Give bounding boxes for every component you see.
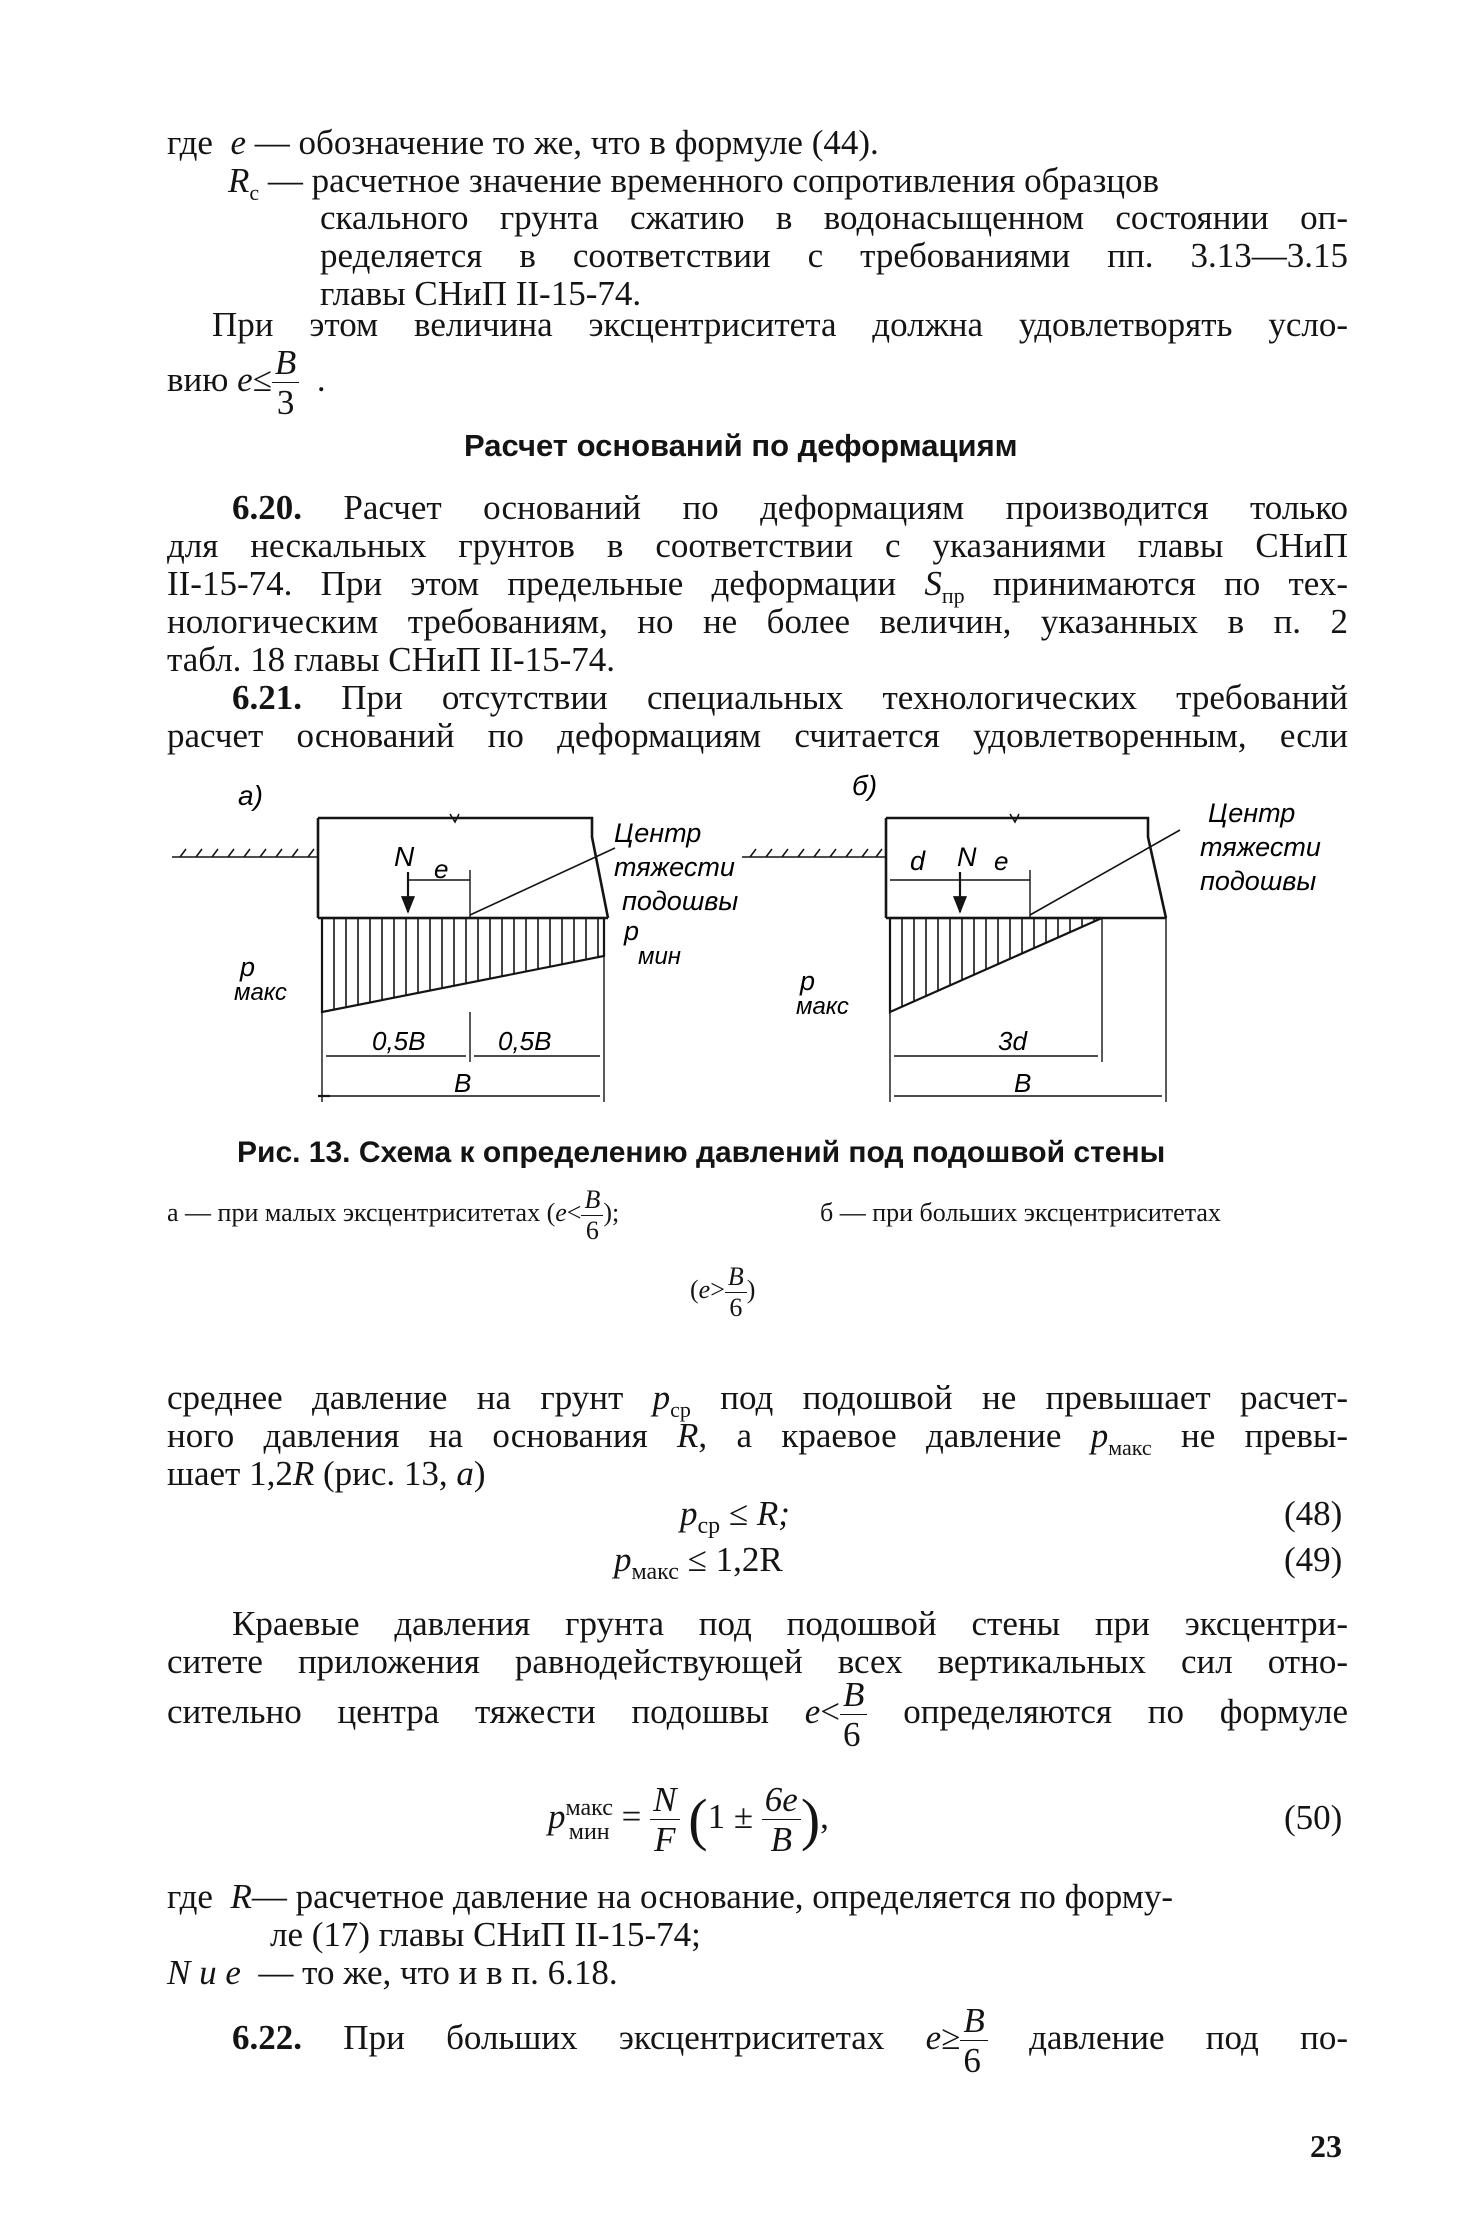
panel-b-3d: 3d xyxy=(998,1026,1027,1056)
panel-a-e: e xyxy=(434,854,449,884)
figure-13 xyxy=(0,760,1468,1130)
panel-a-wall xyxy=(318,814,608,918)
panel-a-half2: 0,5B xyxy=(498,1026,552,1056)
p621-line2: расчет оснований по деформациям считается удовлетворенным, если xyxy=(167,716,1348,755)
equation-48-number: (48) xyxy=(1284,1494,1343,1533)
after-fig-line1: среднее давление на грунт $p_{ср}$ под подошвой не превышает расчет- xyxy=(167,1378,1349,1422)
equation-50: p макс мин = $\frac{N}{F}$ (1 ± $\frac{6e}{B}$ ), xyxy=(548,1780,829,1860)
edge-line1: Краевые давления грунта под подошвой стены при эксцентри- xyxy=(232,1604,1348,1643)
panel-a-half1: 0,5B xyxy=(372,1026,426,1056)
p621-line1: 6.21. При отсутствии специальных технологических требований xyxy=(232,678,1348,717)
panel-a-B: B xyxy=(454,1068,472,1098)
fraction-b-6-b: $\frac{B}{6}$ xyxy=(725,1264,747,1321)
panel-b-pmax-sub: макс xyxy=(796,993,849,1020)
panel-a-pmin: p xyxy=(624,916,640,946)
fraction-b-6-c: $\frac{B}{6}$ xyxy=(840,1677,867,1752)
p622-line: 6.22. При больших эксцентриситетах e≥ $\frac{B}{6}$ давление под по- xyxy=(232,2001,1349,2081)
panel-b-pressure-diagram xyxy=(890,918,1102,1012)
panel-b-ground-hatch xyxy=(742,849,886,857)
panel-b-d: d xyxy=(910,846,926,876)
ecc-condition-line1: При этом величина эксцентриситета должна удовлетворять усло- xyxy=(212,305,1348,344)
ecc-condition-line2: вию e≤ $\frac{B}{3}$ . xyxy=(167,343,326,423)
panel-b-wall xyxy=(886,814,1166,918)
panel-b-B: B xyxy=(1014,1068,1032,1098)
after-fig-line2: ного давления на основания R, а краевое давление $p_{макс}$ не превы- xyxy=(167,1416,1349,1460)
edge-line2: ситете приложения равнодействующей всех вертикальных сил отно- xyxy=(167,1642,1348,1681)
panel-a-label: а) xyxy=(238,780,263,811)
panel-b-center-l2: тяжести xyxy=(1200,832,1321,862)
panel-b-e: e xyxy=(994,846,1009,876)
panel-a-pmax: p xyxy=(240,952,256,982)
p620-line2: для нескальных грунтов в соответствии с указаниями главы СНиП xyxy=(167,526,1348,565)
equation-48: $p_{ср} \le R$; xyxy=(680,1494,790,1539)
p620-line3: II-15-74. При этом предельные деформации $S_{пр}$ принимаются по тех- xyxy=(167,564,1349,608)
fraction-b-6-d: $\frac{B}{6}$ xyxy=(960,2003,987,2078)
caption-a: а — при малых эксцентриситетах (e< $\frac{B}{6}$ ); xyxy=(167,1184,620,1245)
p620-line5: табл. 18 главы СНиП II-15-74. xyxy=(167,640,616,679)
edge-line3: сительно центра тяжести подошвы e< $\frac{B}{6}$ определяются по формуле xyxy=(167,1675,1349,1755)
def-rc-line4: главы СНиП II-15-74. xyxy=(320,274,642,313)
panel-a-center-l2: тяжести xyxy=(614,852,735,882)
caption-b-condition: (e> $\frac{B}{6}$ ) xyxy=(690,1261,756,1322)
fraction-b-6: $\frac{B}{6}$ xyxy=(581,1187,603,1244)
def-ne-line: N и e — то же, что и в п. 6.18. xyxy=(167,1953,618,1992)
equation-50-number: (50) xyxy=(1284,1798,1343,1837)
p620-line4: нологическим требованиям, но не более величин, указанных в п. 2 xyxy=(167,602,1348,641)
panel-b-center-l1: Центр xyxy=(1208,798,1296,828)
p620-line1: 6.20. Расчет оснований по деформациям производится только xyxy=(232,488,1348,527)
panel-b-label: б) xyxy=(852,770,878,801)
caption-b: б — при больших эксцентриситетах xyxy=(820,1198,1221,1227)
panel-b-center-l3: подошвы xyxy=(1200,866,1317,896)
def-rc-line2: скального грунта сжатию в водонасыщенном состоянии оп- xyxy=(320,198,1348,237)
panel-a-pmax-sub: макс xyxy=(234,979,287,1006)
panel-a-ground-hatch xyxy=(172,849,318,857)
panel-a-center-l3: подошвы xyxy=(622,886,739,916)
panel-b-N: N xyxy=(957,842,977,872)
equation-49: $p_{макс} \le 1,2R$ xyxy=(614,1540,783,1585)
section-heading: Расчет оснований по деформациям xyxy=(464,428,1018,463)
def-r-line1: где R— расчетное давление на основание, определяется по форму- xyxy=(167,1877,1174,1916)
page-number: 23 xyxy=(1310,2128,1342,2164)
def-rc-line1: $R_с$ — расчетное значение временного сопротивления образцов xyxy=(228,161,1160,205)
panel-a-pmin-sub: мин xyxy=(638,943,682,970)
panel-a-center-l1: Центр xyxy=(614,818,702,848)
after-fig-line3: шает 1,2R (рис. 13, а) xyxy=(167,1454,486,1493)
figure-caption-title: Рис. 13. Схема к определению давлений под подошвой стены xyxy=(237,1136,1166,1169)
equation-49-number: (49) xyxy=(1284,1540,1343,1579)
panel-a-N: N xyxy=(394,841,415,872)
def-e-line: где e — обозначение то же, что в формуле (44). xyxy=(167,123,879,162)
fraction-b-3: $\frac{B}{3}$ xyxy=(272,345,299,420)
panel-b-pmax: p xyxy=(800,966,816,996)
def-r-line2: ле (17) главы СНиП II-15-74; xyxy=(270,1915,701,1954)
def-rc-line3: ределяется в соответствии с требованиями пп. 3.13—3.15 xyxy=(320,236,1348,275)
